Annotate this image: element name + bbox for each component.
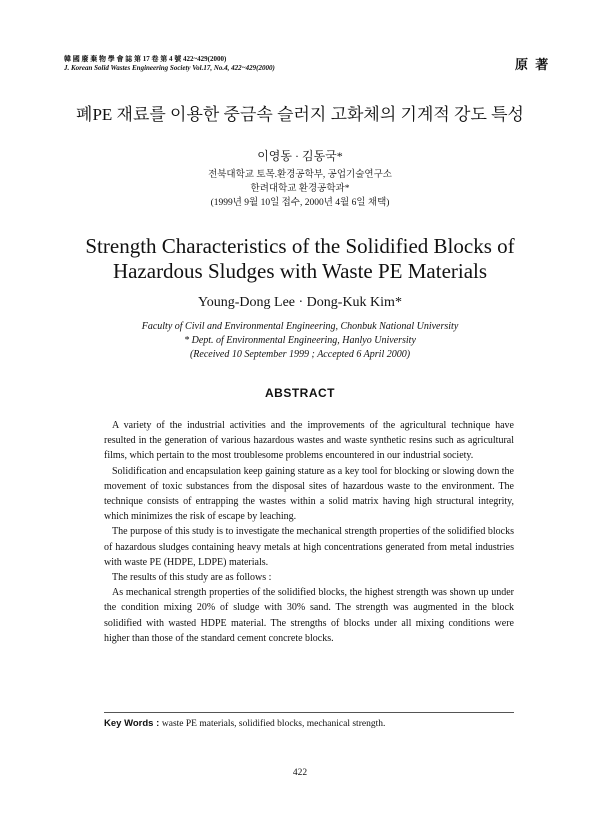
english-affiliation-1: Faculty of Civil and Environmental Engineering, Chonbuk National University [141,321,459,332]
divider [104,712,514,713]
english-title-line-1: Strength Characteristics of the Solidified Blocks of [85,234,515,258]
korean-affiliations [0,168,600,210]
keywords [104,718,514,729]
journal-english: J. Korean Solid Wastes Engineering Society Vol.17, No.4, 422~429(2000) [64,64,275,72]
english-title-line-2: Hazardous Sludges with Waste PE Materials [112,259,488,283]
article-type-badge: 原 著 [515,57,551,72]
korean-affiliation-1: 전북대학교 토목.환경공학부, 공업기술연구소 [208,170,392,180]
english-authors: Young-Dong Lee · Dong-Kuk Kim* [198,295,402,310]
abstract-paragraph: The purpose of this study is to investigate the mechanical strength properties of the solidified blocks of hazardous sludges containing heavy metals at high concentrations generated from metal industries with waste PE (HDPE, LDPE) materials. [104,526,514,568]
abstract-paragraph: As mechanical strength properties of the solidified blocks, the highest strength was shown up under the condition mixing 20% of sludge with 30% sand. The strength was augmented in the block solidified with wasted HDPE material. The strengths of blocks under all mixing conditions were higher than those of the standard cement concrete blocks. [104,587,514,644]
abstract-paragraph: The results of this study are as follows : [112,572,272,584]
korean-title: 폐PE 재료를 이용한 중금속 슬러지 고화체의 기계적 강도 특성 [76,105,524,124]
journal-header [64,55,275,73]
english-title [0,234,600,284]
abstract-paragraph: Solidification and encapsulation keep gaining stature as a key tool for blocking or slowing down the movement of toxic substances from the disposal sites of hazardous waste to the environment. The technique consists of entrapping the wastes within a solid matrix having high structural integrity, which minimizes the risk of escape by leaching. [104,465,514,523]
abstract-paragraph: A variety of the industrial activities and the improvements of the agricultural technique have resulted in the generation of various hazardous wastes and waste synthetic resins such as agricultural films, which pertain to the most troublesome problems encountered in our industrial society. [104,420,514,462]
abstract-heading: ABSTRACT [265,386,335,400]
korean-dates: (1999년 9월 10일 접수, 2000년 4월 6일 채택) [210,198,390,208]
page-number: 422 [292,768,308,778]
korean-affiliation-2: 한려대학교 환경공학과* [250,184,350,194]
english-dates: (Received 10 September 1999 ; Accepted 6 April 2000) [189,349,411,360]
korean-authors: 이영동 · 김동국* [257,149,343,163]
english-affiliation-2: * Dept. of Environmental Engineering, Hanlyo University [184,335,416,346]
english-affiliations [0,320,600,362]
abstract-body [104,418,514,646]
keywords-text: waste PE materials, solidified blocks, mechanical strength. [161,719,386,729]
keywords-label: Key Words : [104,718,162,729]
journal-korean: 韓 國 廢 棄 物 學 會 誌 第 17 卷 第 4 號 422~429(2000) [64,55,227,63]
